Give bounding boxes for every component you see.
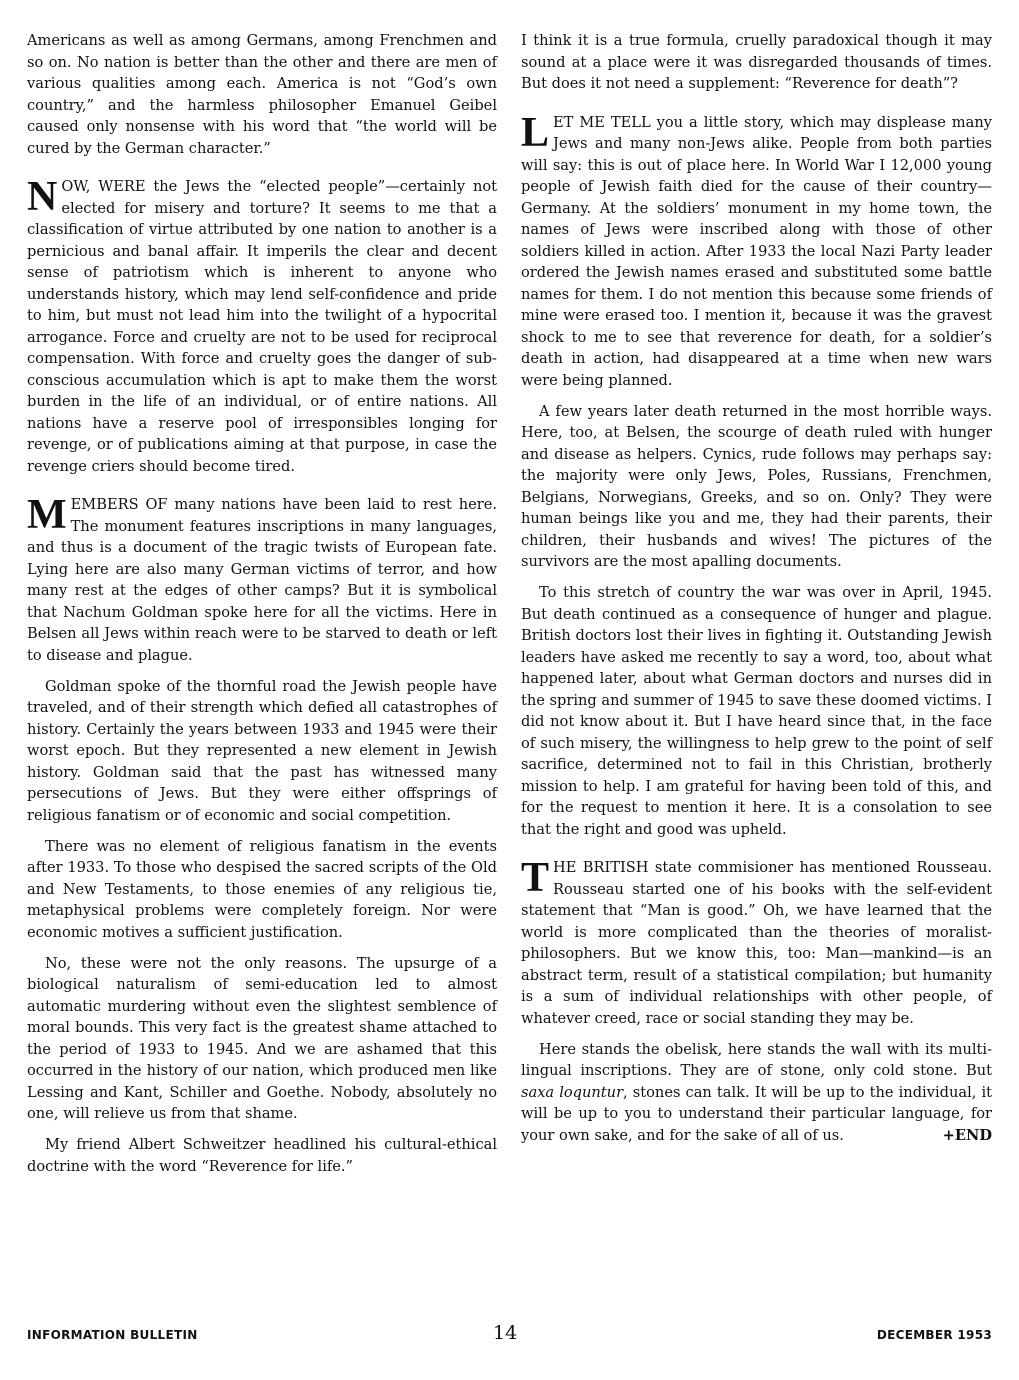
paragraph: There was no element of religious fanatism in the events after 1933. To those who despised the sacred scripts of the Old and New Testaments, to those enemies of any religious tie, metaphysical problems were completely foreign. Nor were economic motives a sufficient justification. (27, 837, 497, 941)
paragraph: To this stretch of country the war was over in April, 1945. But death continued as a consequence of hunger and plague. British doctors lost their lives in fighting it. Outstanding Jewish leaders have asked me recently to say a word, too, about what happened later, about what German doctors and nurses did in the spring and summer of 1945 to save these doomed victims. I did not know about it. But I have heard since that, in the face of such misery, the willingness to help grew to the point of self sacrifice, determined not to fail in this Christian, brotherly mission to help. I am grateful for having been told of this, and for the request to mention it here. It is a consolation to see that the right and good was upheld. (521, 584, 992, 838)
end-mark: +END (942, 1126, 992, 1144)
paragraph-text: Here stands the obelisk, here stands the wall with its multi-lingual inscriptions. They are of stone, only cold stone. But (521, 1040, 992, 1079)
paragraph-text: ET ME TELL you a little story, which may displease many Jews and many non-Jews alike. People from both parties will say: this is out of place here. In World War I 12,000 young people of Jewish faith died for the cause of their country—Germany. At the soldiers’ monument in my home town, the names of Jews were inscribed along with those of other soldiers killed in action. After 1933 the local Nazi Party leader ordered the Jewish names erased and substituted some battle names for them. I do not mention this because some friends of mine were erased too. I mention it, because it was the gravest shock to me to see that reverence for death, for a soldier’s death in action, had disappeared at a time when new wars were being planned. (521, 113, 992, 389)
latin-phrase: saxa loquntur (521, 1083, 624, 1101)
drop-cap: M (27, 492, 67, 538)
left-column (27, 30, 497, 1187)
paragraph: I think it is a true formula, cruelly paradoxical though it may sound at a place were it was disregarded thousands of times. But does it not need a supplement: “Reverence for death”? (521, 32, 992, 92)
paragraph: Goldman spoke of the thornful road the Jewish people have traveled, and of their strength which defied all catastrophes of history. Certainly the years between 1933 and 1945 were their worst epoch. But they represented a new element in Jewish history. Goldman said that the past has witnessed many persecutions of Jews. But they were either offsprings of religious fanatism or of economic and social competition. (27, 677, 497, 824)
drop-cap: T (521, 855, 550, 901)
page-footer (27, 1322, 992, 1352)
section-paragraph (521, 857, 992, 1029)
drop-cap: L (521, 109, 550, 156)
publication-name: INFORMATION BULLETIN (27, 1328, 198, 1342)
issue-date: DECEMBER 1953 (876, 1328, 992, 1342)
paragraph (521, 1039, 992, 1147)
paragraph-text: OW, WERE the Jews the “elected people”—certainly not elected for misery and torture? It seems to me that a classification of virtue attributed by one nation to another is a pernicious and banal affair. It imperils the clear and decent sense of patriotism which is inherent to anyone who understands history, which may lend self-confidence and pride to him, but must not lead him into the twilight of a hypocrital arrogance. Force and cruelty are not to be used for reciprocal compensation. With force and cruelty goes the danger of sub-conscious accumulation which is apt to make them the worst burden in the life of an individual, or of entire nations. All nations have a reserve pool of irresponsibles longing for revenge, or of publications aiming at that purpose, in case the revenge criers should become tired. (27, 178, 497, 475)
paragraph: Americans as well as among Germans, among Frenchmen and so on. No nation is better than the other and there are men of various qualities among each. America is not “God’s own country,” and the harmless philosopher Emanuel Geibel caused only nonsense with his word that “the world will be cured by the German character.” (27, 32, 497, 157)
paragraph: No, these were not the only reasons. The upsurge of a biological naturalism of semi-education led to almost automatic murdering without even the slightest semblence of moral bounds. This very fact is the greatest shame attached to the period of 1933 to 1945. And we are ashamed that this occurred in the history of our nation, which produced men like Lessing and Kant, Schiller and Goethe. Nobody, absolutely no one, will relieve us from that shame. (27, 954, 497, 1122)
right-column (521, 30, 992, 1156)
paragraph-text: EMBERS OF many nations have been laid to rest here. The monument features inscriptions in many languages, and thus is a document of the tragic twists of European fate. Lying here are also many German victims of terror, and how many rest at the edges of other camps? But it is symbolical that Nachum Goldman spoke here for all the victims. Here in Belsen all Jews within reach were to be starved to death or left to disease and plague. (27, 496, 497, 664)
paragraph-text: , stones can talk. It will be up to the individual, it will be up to you to understand their particular language, for your own sake, and for the sake of all of us. (521, 1083, 992, 1144)
drop-cap: N (27, 174, 58, 220)
paragraph-text: HE BRITISH state commisioner has mentioned Rousseau. Rousseau started one of his books with the self-evident statement that “Man is good.” Oh, we have learned that the world is more complicated than the theories of moralist-philosophers. But we know this, too: Man—mankind—is an abstract term, result of a statistical compilation; but humanity is a sum of individual relationships with other people, of whatever creed, race or social standing they may be. (521, 859, 992, 1027)
section-paragraph (27, 494, 497, 666)
paragraph: A few years later death returned in the most horrible ways. Here, too, at Belsen, the scourge of death ruled with hunger and disease as helpers. Cynics, rude follows may perhaps say: the majority were only Jews, Poles, Russians, Frenchmen, Belgians, Norwegians, Greeks, and so on. Only? They were human beings like you and me, they had their parents, their children, their husbands and wives! The pictures of the survivors are the most apalling documents. (521, 402, 992, 570)
section-paragraph (521, 109, 992, 392)
paragraph: My friend Albert Schweitzer headlined his cultural-ethical doctrine with the word “Reverence for life.” (27, 1136, 497, 1175)
section-paragraph (27, 176, 497, 477)
page-number: 14 (493, 1322, 518, 1344)
